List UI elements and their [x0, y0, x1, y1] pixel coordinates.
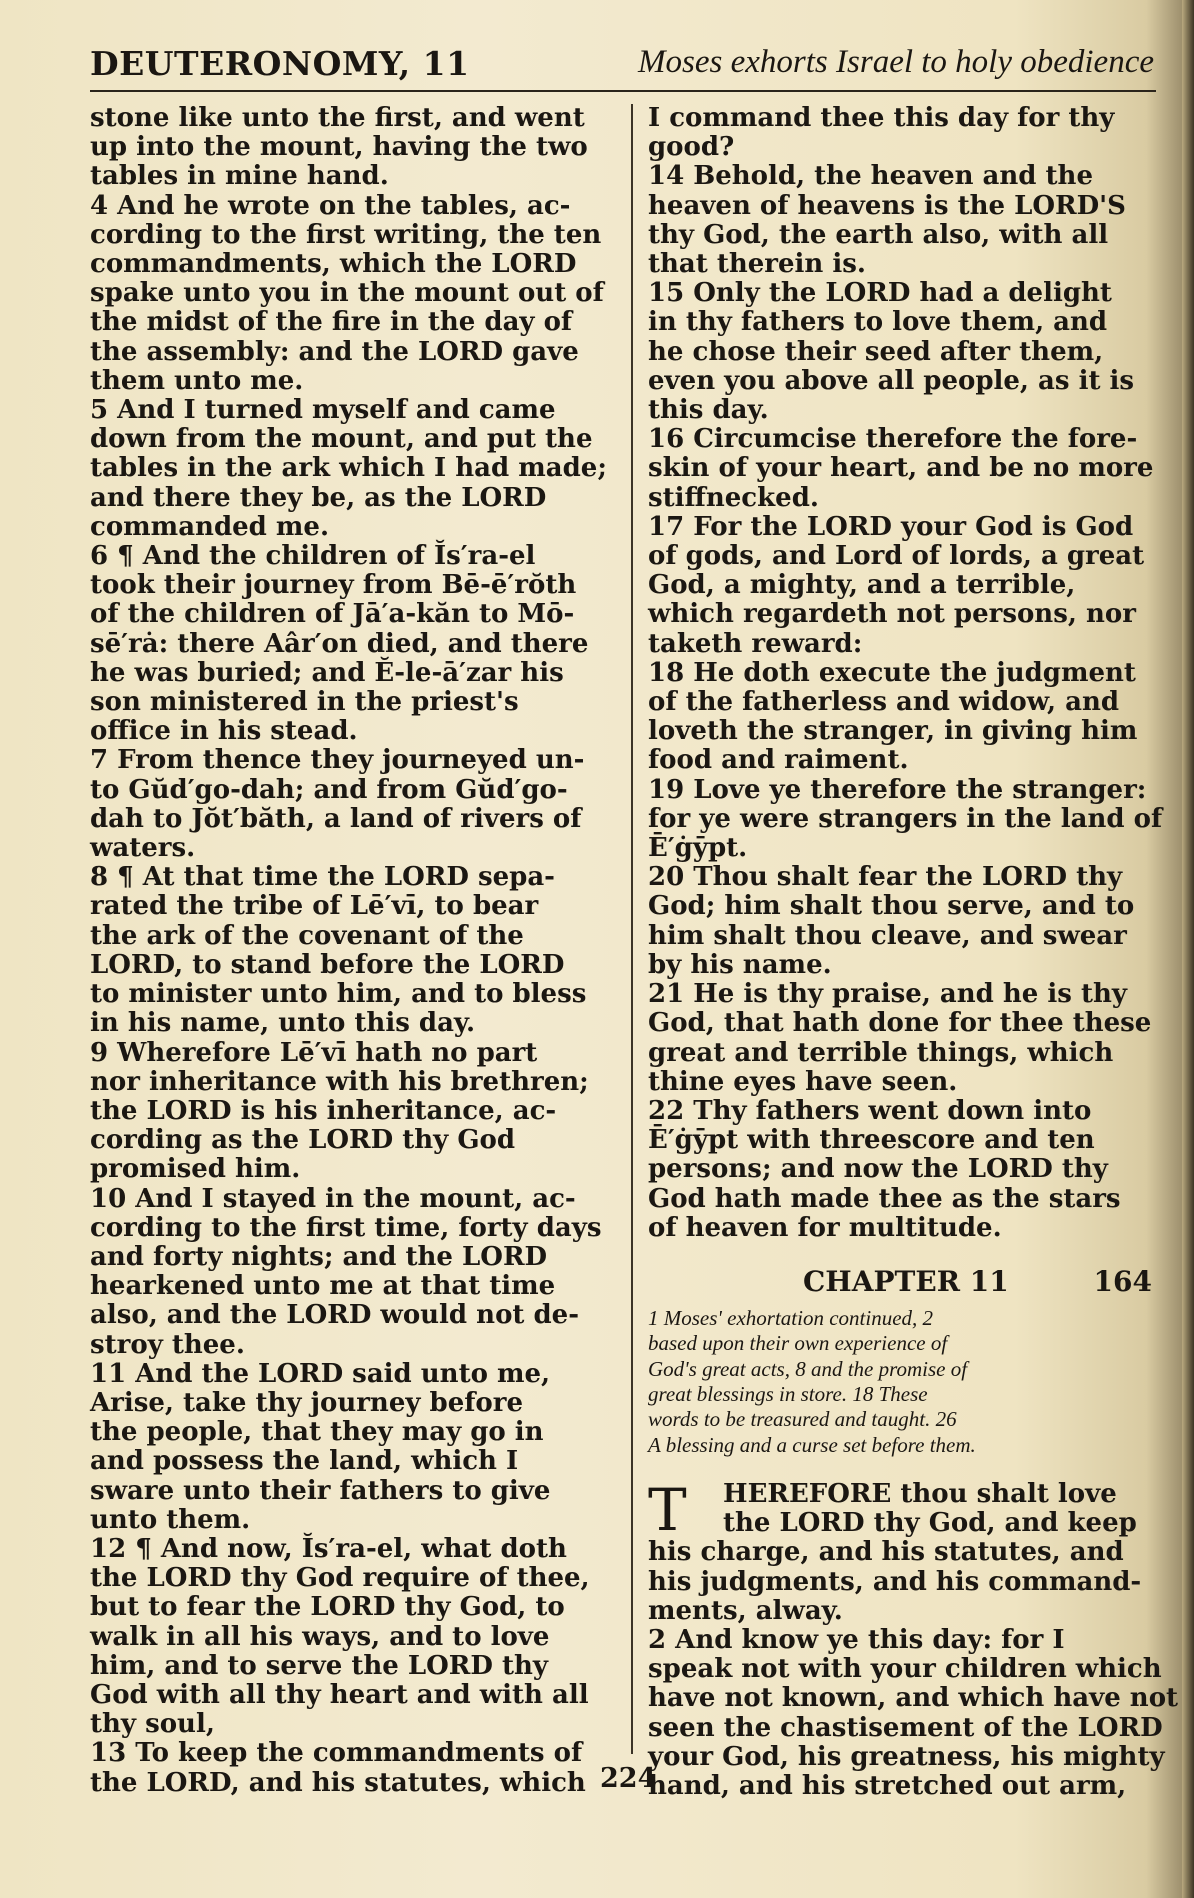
text-line: 10 And I stayed in the mount, ac- [90, 1183, 576, 1214]
text-line: commandments, which the LORD [90, 249, 577, 280]
text-line: them unto me. [90, 365, 304, 396]
text-line: which regardeth not persons, nor [648, 599, 1136, 630]
page-number: 224 [600, 1763, 657, 1794]
text-line: him shalt thou cleave, and swear [648, 920, 1127, 951]
text-line: sē′rȧ: there Aâr′on died, and there [90, 628, 589, 659]
text-line: loveth the stranger, in giving him [648, 716, 1138, 747]
text-line: 16 Circumcise therefore the fore- [648, 424, 1138, 455]
text-line: LORD, to stand before the LORD [90, 949, 565, 980]
text-line: the assembly: and the LORD gave [90, 336, 579, 367]
text-line: cording to the first writing, the ten [90, 219, 602, 250]
text-line: your God, his greatness, his mighty [648, 1741, 1165, 1772]
text-line: waters. [90, 833, 196, 864]
text-line: walk in all his ways, and to love [90, 1621, 550, 1652]
text-line: 8 ¶ At that time the LORD sepa- [90, 862, 555, 893]
text-line: 9 Wherefore Lē′vī hath no part [90, 1037, 538, 1068]
text-line: to minister unto him, and to bless [90, 979, 587, 1010]
text-line: tables in mine hand. [90, 161, 389, 192]
text-line: God, that hath done for thee these [648, 1008, 1152, 1039]
text-line: stone like unto the first, and went [90, 103, 585, 133]
text-line: 6 ¶ And the children of Ĭs′ra-el [90, 541, 536, 572]
text-line: 19 Love ye therefore the stranger: [648, 774, 1147, 805]
text-line: of gods, and Lord of lords, a great [648, 541, 1145, 572]
text-line: that therein is. [648, 249, 866, 280]
text-line: of heaven for multitude. [648, 1212, 1002, 1243]
text-line: of the fatherless and widow, and [648, 687, 1120, 718]
text-line: cording to the first time, forty days [90, 1212, 602, 1243]
chapter-heading [648, 1264, 1158, 1298]
text-line: 11 And the LORD said unto me, [90, 1358, 551, 1389]
text-line: commanded me. [90, 511, 330, 542]
page-edge-shadow [1182, 0, 1194, 1898]
running-title: Moses exhorts Israel to holy obedience [638, 44, 1154, 80]
text-line: and there they be, as the LORD [90, 482, 547, 513]
text-line: dah to Jŏt′băth, a land of rivers of [90, 803, 582, 834]
text-line: cording as the LORD thy God [90, 1125, 516, 1156]
text-line: stiffnecked. [648, 482, 819, 513]
summary-line: words to be treasured and taught. 26 [648, 1407, 957, 1432]
chapter-number: 164 [1093, 1264, 1152, 1298]
text-line: 12 ¶ And now, Ĭs′ra-el, what doth [90, 1533, 567, 1564]
text-line: thy God, the earth also, with all [648, 219, 1109, 250]
right-column [648, 103, 1179, 1801]
text-line: son ministered in the priest's [90, 687, 519, 718]
text-line: even you above all people, as it is [648, 365, 1135, 396]
text-line: up into the mount, having the two [90, 132, 588, 163]
text-line: the ark of the covenant of the [90, 920, 524, 951]
text-line: stroy thee. [90, 1329, 245, 1360]
summary-line: 1 Moses' exhortation continued, 2 [648, 1306, 934, 1331]
text-line: the people, that they may go in [90, 1417, 544, 1448]
text-line: 2 And know ye this day: for I [648, 1624, 1065, 1655]
text-line: heaven of heavens is the LORD'S [648, 190, 1126, 221]
chapter-summary [648, 1306, 1158, 1458]
text-line: seen the chastisement of the LORD [648, 1712, 1163, 1743]
text-line: good? [648, 132, 735, 163]
text-line: God, a mighty, and a terrible, [648, 570, 1076, 601]
text-line: rated the tribe of Lē′vī, to bear [90, 891, 539, 922]
text-line: 15 Only the LORD had a delight [648, 278, 1112, 309]
text-line: speak not with your children which [648, 1654, 1162, 1685]
text-line: God; him shalt thou serve, and to [648, 891, 1135, 922]
text-line: great and terrible things, which [648, 1037, 1114, 1068]
text-line: taketh reward: [648, 628, 863, 659]
text-line: by his name. [648, 949, 832, 980]
opening-line-1: HEREFORE thou shalt love [723, 1478, 1117, 1509]
text-line: and forty nights; and the LORD [90, 1241, 548, 1272]
text-line: in his name, unto this day. [90, 1008, 476, 1039]
summary-line: God's great acts, 8 and the promise of [648, 1356, 968, 1381]
text-line: God with all thy heart and with all [90, 1679, 589, 1710]
chapter-title: CHAPTER 11 [803, 1264, 1009, 1298]
text-line: nor inheritance with his brethren; [90, 1066, 589, 1097]
opening-line-2: the LORD thy God, and keep [723, 1508, 1137, 1539]
text-line: took their journey from Bē-ē′rŏth [90, 570, 577, 601]
text-line: sware unto their fathers to give [90, 1475, 551, 1506]
verses-continued [648, 103, 1163, 1243]
chapter-opening [648, 1475, 1158, 1544]
text-line: the LORD thy God require of thee, [90, 1563, 590, 1594]
text-line: the LORD is his inheritance, ac- [90, 1095, 557, 1126]
text-line: he was buried; and Ĕ-le-ā′zar his [90, 657, 564, 688]
text-line: thine eyes have seen. [648, 1066, 958, 1097]
text-line: office in his stead. [90, 716, 358, 747]
left-column [90, 104, 622, 1798]
text-line: 17 For the LORD your God is God [648, 511, 1134, 542]
text-line: the LORD, and his statutes, which [90, 1767, 586, 1798]
text-line: the midst of the fire in the day of [90, 307, 573, 338]
summary-line: based upon their own experience of [648, 1331, 948, 1356]
text-line: I command thee this day for thy [648, 103, 1115, 133]
text-line: he chose their seed after them, [648, 336, 1104, 367]
text-line: 14 Behold, the heaven and the [648, 161, 1093, 192]
chapter-text [648, 1537, 1179, 1801]
text-line: Ē′ġȳpt with threescore and ten [648, 1125, 1095, 1156]
text-line: thy soul, [90, 1709, 215, 1740]
text-line: unto them. [90, 1504, 251, 1535]
text-line: promised him. [90, 1154, 301, 1185]
text-line: 22 Thy fathers went down into [648, 1095, 1092, 1126]
header-rule [90, 90, 1156, 92]
text-line: for ye were strangers in the land of [648, 803, 1163, 834]
text-line: 5 And I turned myself and came [90, 395, 556, 426]
text-line: 13 To keep the commandments of [90, 1738, 583, 1769]
text-line: spake unto you in the mount out of [90, 278, 604, 309]
text-line: this day. [648, 395, 769, 426]
summary-line: A blessing and a curse set before them. [648, 1432, 976, 1457]
text-line: skin of your heart, and be no more [648, 453, 1154, 484]
text-line: Arise, take thy journey before [90, 1387, 524, 1418]
text-line: tables in the ark which I had made; [90, 453, 607, 484]
text-line: his charge, and his statutes, and [648, 1537, 1124, 1568]
text-line: God hath made thee as the stars [648, 1183, 1121, 1214]
text-line: but to fear the LORD thy God, to [90, 1592, 565, 1623]
drop-cap: T [648, 1475, 687, 1544]
text-line: 18 He doth execute the judgment [648, 657, 1136, 688]
text-line: ments, alway. [648, 1595, 843, 1626]
book-chapter-header: DEUTERONOMY, 11 [90, 44, 470, 83]
text-line: to Gŭd′go-dah; and from Gŭd′go- [90, 774, 568, 805]
text-line: 21 He is thy praise, and he is thy [648, 979, 1127, 1010]
text-line: down from the mount, and put the [90, 424, 593, 455]
column-divider [631, 104, 633, 1754]
text-line: 4 And he wrote on the tables, ac- [90, 190, 571, 221]
text-line: and possess the land, which I [90, 1446, 519, 1477]
text-line: have not known, and which have not [648, 1683, 1179, 1714]
text-line: hand, and his stretched out arm, [648, 1770, 1127, 1801]
text-line: 7 From thence they journeyed un- [90, 745, 585, 776]
summary-line: great blessings in store. 18 These [648, 1382, 928, 1407]
text-line: also, and the LORD would not de- [90, 1300, 579, 1331]
text-line: in thy fathers to love them, and [648, 307, 1108, 338]
text-line: food and raiment. [648, 745, 909, 776]
text-line: of the children of Jā′a-kăn to Mō- [90, 599, 575, 630]
text-line: his judgments, and his command- [648, 1566, 1142, 1597]
text-line: hearkened unto me at that time [90, 1271, 556, 1302]
text-line: him, and to serve the LORD thy [90, 1650, 549, 1681]
text-line: 20 Thou shalt fear the LORD thy [648, 862, 1123, 893]
text-line: persons; and now the LORD thy [648, 1154, 1108, 1185]
text-line: Ē′ġȳpt. [648, 833, 748, 864]
